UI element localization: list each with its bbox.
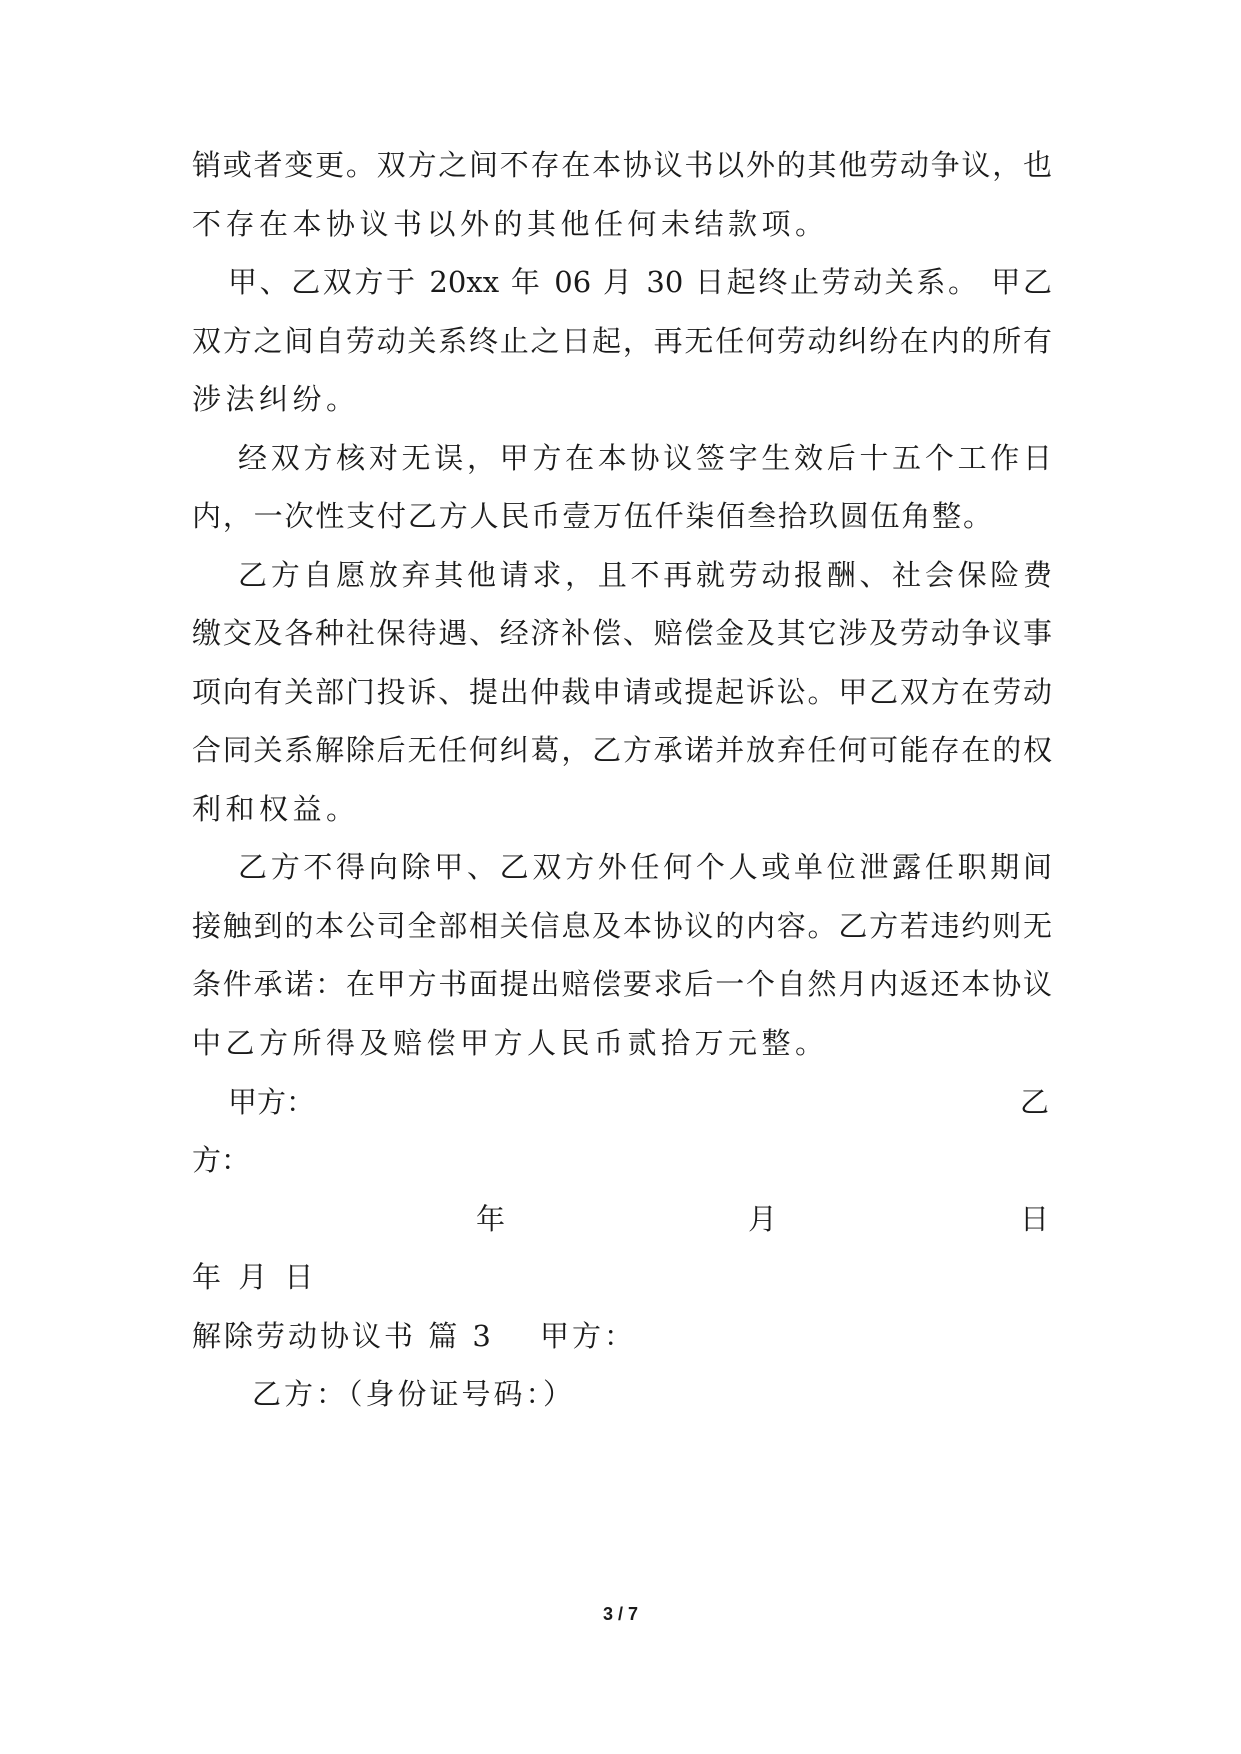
paragraph-line: 合同关系解除后无任何纠葛，乙方承诺并放弃任何可能存在的权 bbox=[192, 733, 1052, 767]
date-year: 年 bbox=[476, 1202, 506, 1236]
section-party-a: 甲方： bbox=[540, 1319, 637, 1353]
party-b-id: 乙方：（身份证号码：） bbox=[252, 1377, 576, 1411]
paragraph-line: 缴交及各种社保待遇、经济补偿、赔偿金及其它涉及劳动争议事 bbox=[192, 616, 1052, 650]
paragraph-line: 经双方核对无误，甲方在本协议签字生效后十五个工作日 bbox=[238, 441, 1052, 475]
section-title: 解除劳动协议书 篇 3 bbox=[192, 1319, 494, 1353]
paragraph-line: 不存在本协议书以外的其他任何未结款项。 bbox=[192, 207, 829, 241]
paragraph-line: 项向有关部门投诉、提出仲裁申请或提起诉讼。甲乙双方在劳动 bbox=[192, 675, 1052, 709]
paragraph-line: 销或者变更。双方之间不存在本协议书以外的其他劳动争议，也 bbox=[192, 148, 1052, 182]
paragraph-line: 接触到的本公司全部相关信息及本协议的内容。乙方若违约则无 bbox=[192, 909, 1052, 943]
paragraph-line: 中乙方所得及赔偿甲方人民币贰拾万元整。 bbox=[192, 1026, 829, 1060]
paragraph-line: 甲、乙双方于 20xx 年 06 月 30 日起终止劳动关系。 甲乙 bbox=[228, 265, 1052, 299]
date-day: 日 bbox=[1020, 1202, 1050, 1236]
paragraph-line: 乙方自愿放弃其他请求，且不再就劳动报酬、社会保险费 bbox=[238, 558, 1052, 592]
paragraph-line: 条件承诺：在甲方书面提出赔偿要求后一个自然月内返还本协议 bbox=[192, 967, 1052, 1001]
signature-party-a: 甲方： bbox=[228, 1085, 316, 1119]
date-month: 月 bbox=[748, 1202, 778, 1236]
paragraph-line: 利和权益。 bbox=[192, 792, 360, 826]
paragraph-line: 乙方不得向除甲、乙双方外任何个人或单位泄露任职期间 bbox=[238, 850, 1052, 884]
signature-party-b-first: 乙 bbox=[1020, 1085, 1050, 1119]
paragraph-line: 涉法纠纷。 bbox=[192, 382, 360, 416]
signature-party-b-second: 方： bbox=[192, 1143, 251, 1177]
paragraph-line: 内，一次性支付乙方人民币壹万伍仟柒佰叁拾玖圆伍角整。 bbox=[192, 499, 992, 533]
page-number: 3 / 7 bbox=[602, 1604, 639, 1624]
date-line: 年 月 日 bbox=[192, 1260, 318, 1294]
paragraph-line: 双方之间自劳动关系终止之日起，再无任何劳动纠纷在内的所有 bbox=[192, 324, 1052, 358]
